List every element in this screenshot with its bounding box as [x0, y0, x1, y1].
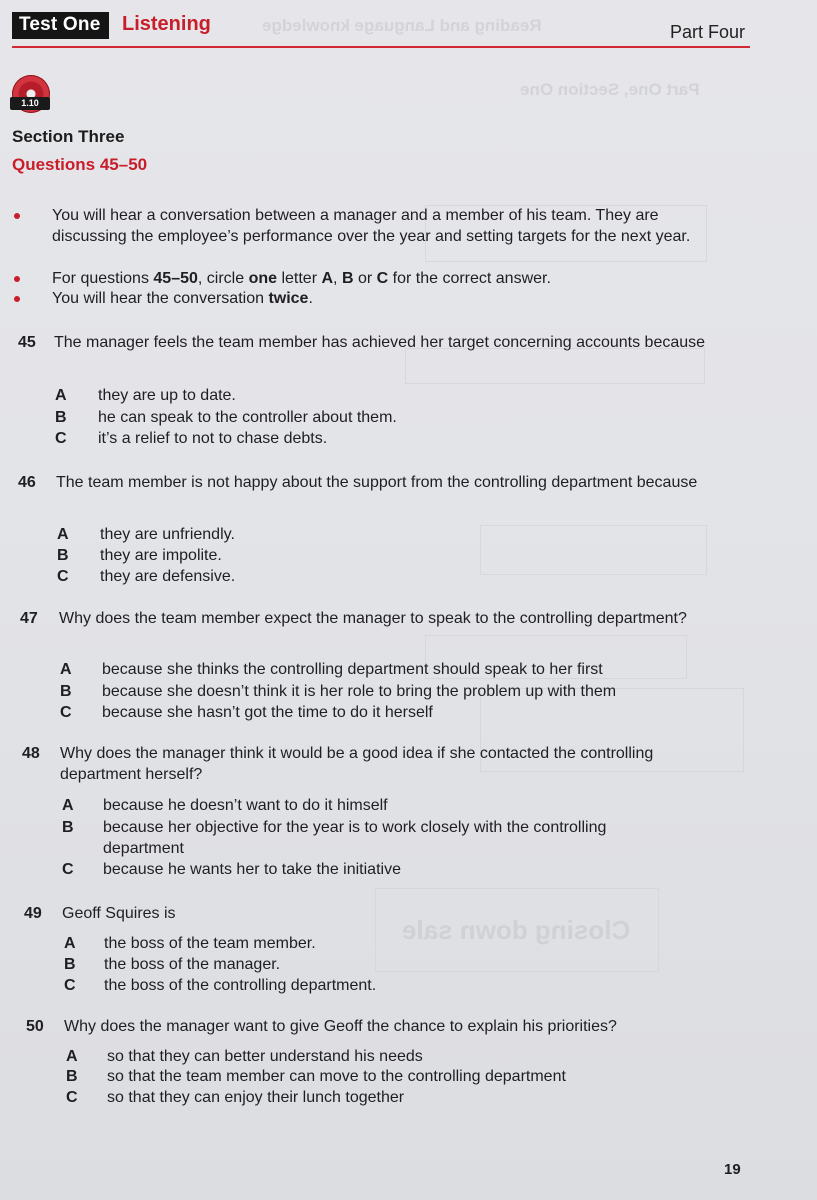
- option-text: they are up to date.: [98, 387, 236, 404]
- option-letter: A: [55, 387, 67, 404]
- option-text: he can speak to the controller about them.: [98, 409, 397, 426]
- cd-track-label: 1.10: [10, 97, 50, 110]
- show-through-text: Closing down sale: [402, 915, 631, 945]
- option-letter: A: [60, 661, 72, 678]
- option-letter: A: [57, 526, 69, 543]
- bullet-icon: [14, 213, 20, 219]
- questions-label: Questions 45–50: [12, 155, 148, 174]
- option-text: because she doesn’t think it is her role to bring the problem up with them: [102, 683, 617, 700]
- show-through-text: Reading and Language knowledge: [262, 16, 542, 35]
- question-text: The team member is not happy about the support from the controlling department because: [56, 474, 698, 491]
- option-text: so that they can enjoy their lunch together: [107, 1089, 405, 1106]
- option-letter: B: [57, 547, 69, 564]
- page-number: 19: [724, 1161, 741, 1178]
- instruction-text: You will hear the conversation twice.: [52, 290, 313, 307]
- option-letter: C: [60, 704, 72, 721]
- option-letter: B: [64, 956, 76, 973]
- question-number: 50: [26, 1018, 44, 1035]
- question-text: Why does the manager think it would be a good idea if she contacted the controlling department herself?: [60, 745, 654, 783]
- show-through-text: Part One, Section One: [520, 80, 700, 99]
- option-letter: B: [66, 1068, 78, 1085]
- option-letter: B: [60, 683, 72, 700]
- option-letter: C: [66, 1089, 78, 1106]
- option-letter: A: [66, 1048, 78, 1065]
- option-text: the boss of the controlling department.: [104, 977, 377, 994]
- question-number: 45: [18, 334, 36, 351]
- section-title: Section Three: [12, 127, 125, 146]
- instruction-text: For questions 45–50, circle one letter A, B or C for the correct answer.: [52, 270, 551, 287]
- option-text: so that they can better understand his needs: [107, 1048, 423, 1065]
- option-letter: A: [64, 935, 76, 952]
- option-letter: C: [55, 430, 67, 447]
- option-text: because he wants her to take the initiative: [103, 861, 401, 878]
- bullet-icon: [14, 296, 20, 302]
- option-letter: C: [62, 861, 74, 878]
- option-text: they are impolite.: [100, 547, 222, 564]
- option-text: because she hasn’t got the time to do it herself: [102, 704, 433, 721]
- option-letter: A: [62, 797, 74, 814]
- option-letter: B: [62, 819, 74, 836]
- option-text: they are defensive.: [100, 568, 236, 585]
- header-rule: [12, 46, 750, 48]
- question-number: 47: [20, 610, 38, 627]
- question-number: 46: [18, 474, 36, 491]
- question-text: Why does the manager want to give Geoff the chance to explain his priorities?: [64, 1018, 617, 1035]
- option-letter: C: [64, 977, 76, 994]
- option-letter: C: [57, 568, 69, 585]
- section-label: Listening: [122, 13, 211, 35]
- question-text: The manager feels the team member has achieved her target concerning accounts because: [54, 334, 706, 351]
- show-through-box: [405, 348, 705, 384]
- instruction-text: You will hear a conversation between a manager and a member of his team. They are discussing the employee’s performance over the year and setting targets for the next year.: [52, 207, 691, 245]
- option-text: because he doesn’t want to do it himself: [103, 797, 388, 814]
- option-letter: B: [55, 409, 67, 426]
- test-label: Test One: [12, 12, 109, 39]
- option-text: because she thinks the controlling department should speak to her first: [102, 661, 603, 678]
- question-number: 48: [22, 745, 40, 762]
- option-text: it’s a relief to not to chase debts.: [98, 430, 328, 447]
- part-label: Part Four: [670, 22, 746, 42]
- option-text: because her objective for the year is to work closely with the controlling department: [103, 819, 607, 857]
- bullet-icon: [14, 276, 20, 282]
- question-number: 49: [24, 905, 42, 922]
- option-text: the boss of the manager.: [104, 956, 281, 973]
- option-text: they are unfriendly.: [100, 526, 235, 543]
- question-text: Geoff Squires is: [62, 905, 176, 922]
- question-text: Why does the team member expect the manager to speak to the controlling department?: [59, 610, 687, 627]
- option-text: the boss of the team member.: [104, 935, 316, 952]
- option-text: so that the team member can move to the controlling department: [107, 1068, 566, 1085]
